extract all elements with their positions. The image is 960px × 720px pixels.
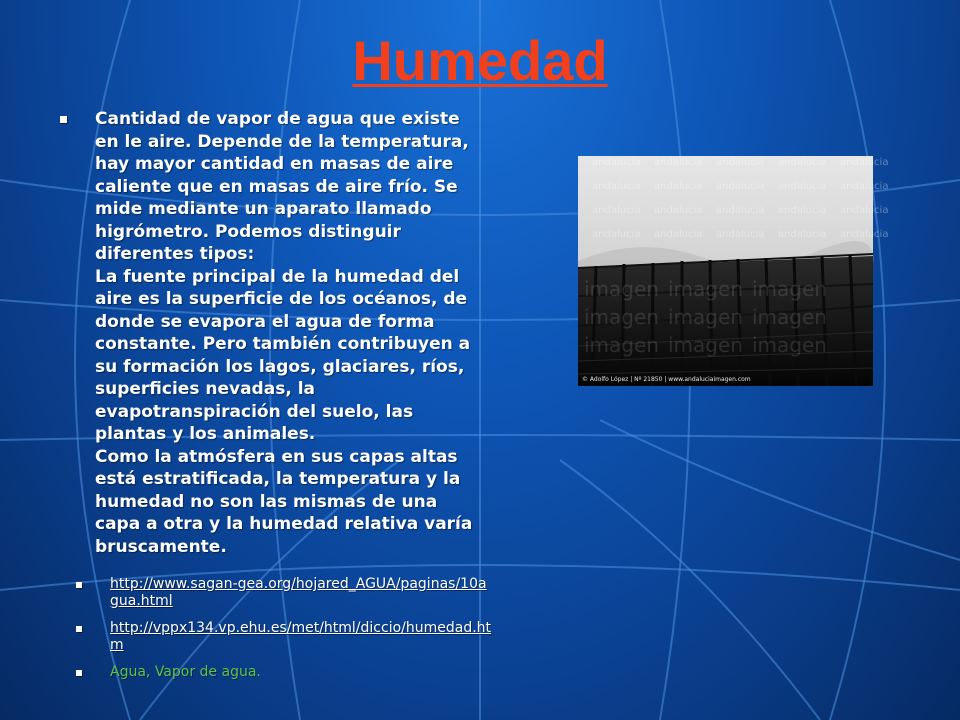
svg-text:imagen: imagen [752,333,827,357]
bullet-square [60,116,67,123]
svg-text:andalucia: andalucia [654,157,703,168]
fog-fence-photo [578,156,889,386]
bullet-square [76,626,82,632]
svg-text:andalucia: andalucia [840,181,889,192]
svg-text:imagen: imagen [752,277,827,301]
slide-title: Humedad [352,29,608,92]
svg-text:andalucia: andalucia [716,157,765,168]
svg-text:andalucia: andalucia [840,157,889,168]
svg-text:imagen: imagen [668,305,743,329]
main-bullet [56,108,476,558]
bullet-square [76,582,82,588]
svg-text:imagen: imagen [752,305,827,329]
links-list [74,576,494,691]
list-item [74,664,494,681]
svg-text:andalucia: andalucia [778,181,827,192]
paragraph-definition: Cantidad de vapor de agua que existe en le aire. Depende de la temperatura, hay mayor cantidad en masas de aire caliente que en masas de aire frío. Se mide mediante un aparato llamado higrómetro. Podemos distinguir diferentes tipos: [95,109,469,264]
svg-text:andalucia: andalucia [654,205,703,216]
svg-text:imagen: imagen [584,305,659,329]
svg-text:andalucia: andalucia [716,229,765,240]
svg-text:andalucia: andalucia [654,229,703,240]
svg-text:andalucia: andalucia [654,181,703,192]
photo-credit: © Adolfo López | Nº 21850 | www.andaluciaimagen.com [582,376,751,383]
watermark-text-large [584,277,827,357]
bullet-square [76,670,82,676]
link-ehu-diccio[interactable]: http://vppx134.vp.ehu.es/met/html/diccio/humedad.htm [110,620,492,653]
svg-text:andalucia: andalucia [592,205,641,216]
svg-text:andalucia: andalucia [778,229,827,240]
link-agua-vapor[interactable]: Agua, Vapor de agua. [110,664,261,680]
list-item [74,620,494,654]
svg-text:andalucia: andalucia [592,157,641,168]
svg-text:andalucia: andalucia [778,157,827,168]
svg-text:andalucia: andalucia [778,205,827,216]
svg-text:andalucia: andalucia [592,229,641,240]
list-item [74,576,494,610]
paragraph-source: La fuente principal de la humedad del aire es la superficie de los océanos, de donde se evapora el agua de forma constante. Pero también contribuyen a su formación los lagos, glaciares, ríos, superficies nevadas, la evapotranspiración del suelo, las plantas y los animales. [95,266,471,444]
svg-text:andalucia: andalucia [840,205,889,216]
svg-text:andalucia: andalucia [716,181,765,192]
link-sagan-gea[interactable]: http://www.sagan-gea.org/hojared_AGUA/paginas/10agua.html [110,576,487,609]
svg-text:imagen: imagen [584,277,659,301]
paragraph-atmosphere: Como la atmósfera en sus capas altas está estratificada, la temperatura y la humedad no son las mismas de una capa a otra y la humedad relativa varía bruscamente. [95,446,473,557]
svg-text:imagen: imagen [668,277,743,301]
svg-text:andalucia: andalucia [840,229,889,240]
svg-text:andalucia: andalucia [716,205,765,216]
svg-text:imagen: imagen [668,333,743,357]
svg-text:andalucia: andalucia [592,181,641,192]
svg-text:imagen: imagen [584,333,659,357]
